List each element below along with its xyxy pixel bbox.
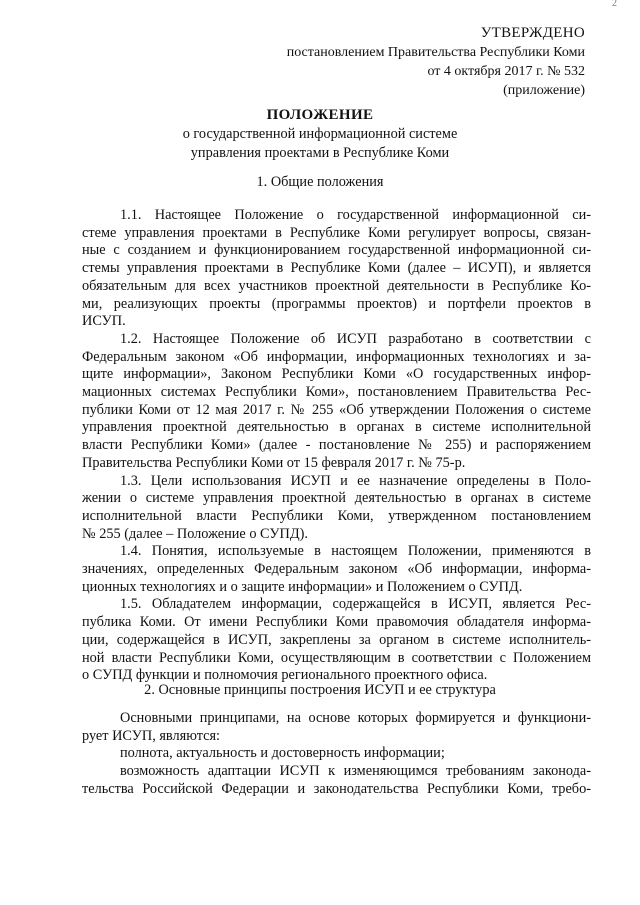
- text-line: Федеральным законом «Об информации, информационных технологиях и за-: [82, 348, 591, 365]
- section-2-heading: 2. Основные принципы построения ИСУП и ее структура: [144, 682, 496, 698]
- text-line: власти Республики Коми» (далее - постановление № 255) и распоряжением: [82, 437, 591, 454]
- text-line: мационных системах Республики Коми», постановлением Правительства Рес-: [82, 384, 591, 401]
- text-line: 1.3. Цели использования ИСУП и ее назначение определены в Поло-: [120, 472, 591, 489]
- text-line: значениях, определенных Федеральным законом «Об информации, информа-: [82, 561, 591, 578]
- text-line: рует ИСУП, являются:: [82, 727, 221, 744]
- text-line: возможность адаптации ИСУП к изменяющимся требованиям законода-: [120, 763, 591, 780]
- text-line: ции, содержащейся в ИСУП, закреплены за органом в системе исполнитель-: [82, 631, 591, 648]
- text-line: 1.5. Обладателем информации, содержащейся в ИСУП, является Рес-: [120, 596, 591, 613]
- approval-line: УТВЕРЖДЕНО: [480, 25, 585, 41]
- document-header: [0, 106, 640, 163]
- section-2-body: [82, 710, 591, 799]
- text-line: ми, реализующих проекты (программы проектов) и портфели проектов в: [82, 295, 591, 312]
- text-line: жении о системе управления проектной деятельностью в органах в системе: [82, 490, 591, 507]
- text-line: ной власти Республики Коми, осуществляющим в соответствии с Положением: [82, 649, 591, 666]
- text-line: ные с созданием и функционированием государственной информационной си-: [82, 242, 591, 259]
- section-1-heading: 1. Общие положения: [256, 174, 384, 190]
- text-line: стеме управления проектами в Республике Коми регулирует вопросы, связан-: [82, 224, 591, 241]
- document-subtitle-line: о государственной информационной системе: [182, 126, 458, 142]
- text-line: ционных технологиях и о защите информации» и Положением о СУПД.: [82, 578, 523, 595]
- approval-line: (приложение): [503, 83, 585, 98]
- text-line: обязательным для всех участников проектной деятельности в Республике Ко-: [82, 277, 591, 294]
- text-line: № 255 (далее – Положение о СУПД).: [82, 525, 308, 542]
- text-line: 1.1. Настоящее Положение о государственной информационной си-: [120, 207, 591, 223]
- text-line: 1.2. Настоящее Положение об ИСУП разработано в соответствии с: [120, 330, 591, 347]
- text-line: Основными принципами, на основе которых формируется и функциони-: [120, 710, 591, 726]
- text-line: Правительства Республики Коми от 15 февраля 2017 г. № 75-р.: [82, 454, 466, 471]
- approval-line: от 4 октября 2017 г. № 532: [427, 64, 585, 79]
- document-subtitle-line: управления проектами в Республике Коми: [190, 145, 450, 161]
- text-line: исполнительной власти Республики Коми, утвержденном постановлением: [82, 507, 591, 524]
- text-line: публика Коми. От имени Республики Коми правомочия обладателя информа-: [82, 614, 591, 631]
- approval-line: постановлением Правительства Республики Коми: [286, 45, 585, 60]
- text-line: ИСУП.: [82, 313, 126, 330]
- text-line: управления проектной деятельностью в органах в системе исполнительной: [82, 419, 591, 436]
- approval-stamp: [287, 24, 585, 100]
- section-1-body: [82, 207, 591, 685]
- text-line: щите информации», Законом Республики Коми «О государственных инфор-: [82, 366, 591, 383]
- text-line: о СУПД функции и полномочия регионального проектного офиса.: [82, 667, 488, 684]
- text-line: публики Коми от 12 мая 2017 г. № 255 «Об утверждении Положения о системе: [82, 401, 591, 418]
- text-line: 1.4. Понятия, используемые в настоящем Положении, применяются в: [120, 543, 591, 560]
- text-line: полнота, актуальность и достоверность информации;: [120, 745, 445, 762]
- text-line: стемы управления проектами в Республике Коми (далее – ИСУП), и является: [82, 260, 591, 277]
- document-title: ПОЛОЖЕНИЕ: [266, 107, 374, 123]
- text-line: тельства Российской Федерации и законодательства Республики Коми, требо-: [82, 780, 591, 797]
- page-number: 2: [612, 0, 617, 9]
